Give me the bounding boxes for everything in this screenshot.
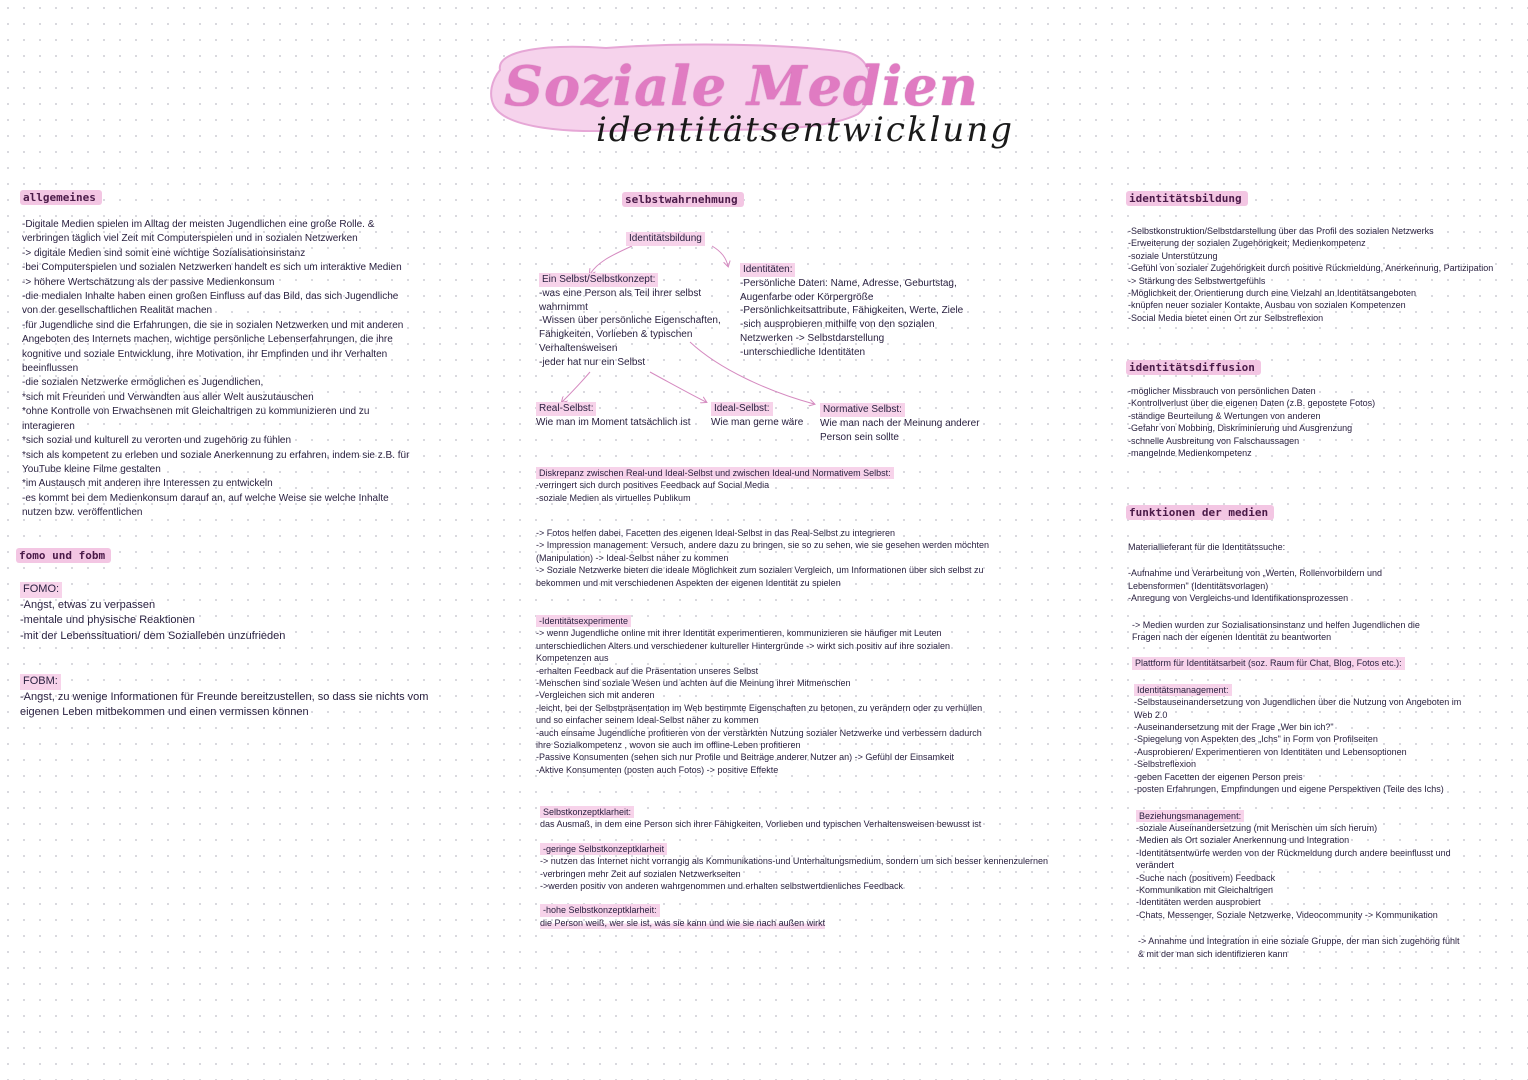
text-line: bekommen und mit verschiedenen Aspekten der eigenen Identität zu spielen	[536, 577, 841, 588]
diagram-normatives-selbst: Normative Selbst: Wie man nach der Meinung anderer Person sein sollte	[820, 404, 980, 443]
diagram-real-selbst: Real-Selbst: Wie man im Moment tatsächlich ist	[536, 403, 691, 428]
identitaetsbildung-text	[1128, 225, 1493, 324]
heading-fomo-fobm: fomo und fobm	[16, 548, 111, 563]
text-line: -Vergleichen sich mit anderen	[536, 690, 655, 701]
title-block	[486, 34, 1014, 164]
text-line: -ständige Beurteilung & Wertungen von anderen	[1128, 410, 1321, 421]
text-line: -verbringen mehr Zeit auf sozialen Netzwerkseiten	[540, 868, 741, 879]
text-line: -Identitäten werden ausprobiert	[1136, 897, 1261, 908]
text-line: -> digitale Medien sind somit eine wichtige Sozialisationsinstanz	[22, 247, 306, 259]
text-line: *ohne Kontrolle von Erwachsenen mit Gleichaltrigen zu kommunizieren und zu	[22, 406, 370, 418]
text-line: -> wenn Jugendliche online mit ihrer Identität experimentieren, kommunizieren sie häufiger mit Leuten	[536, 628, 942, 639]
text-line: Fragen nach der eigenen Identität zu beantworten	[1132, 632, 1332, 643]
text-line: -Persönlichkeitsattribute, Fähigkeiten, Werte, Ziele	[740, 305, 964, 317]
text-line: Augenfarbe oder Körpergröße	[740, 291, 874, 303]
fomo-label: FOMO:	[20, 582, 62, 598]
text-line: -Auseinandersetzung mit der Frage „Wer bin ich?"	[1134, 722, 1334, 733]
text-line: -Passive Konsumenten (sehen sich nur Profile und Beiträge anderer Nutzer an) -> Gefühl der Einsamkeit	[536, 752, 954, 763]
text-line: Web 2.0	[1134, 709, 1168, 720]
diagram-ideal-selbst: Ideal-Selbst: Wie man gerne wäre	[711, 403, 804, 428]
heading-selbstwahrnehmung: selbstwahrnehmung	[622, 192, 744, 207]
text-line: und so einfacher seinem Ideal-Selbst näher zu kommen	[536, 715, 759, 726]
text-line: -Selbstkonstruktion/Selbstdarstellung über das Profil des sozialen Netzwerks	[1128, 226, 1434, 236]
page-subtitle: identitätsentwicklung	[596, 110, 1014, 150]
text-line: -was eine Person als Teil ihrer selbst	[539, 287, 702, 299]
diskrepanz-block	[536, 467, 894, 504]
text-line: -Persönliche Daten: Name, Adresse, Geburtstag,	[740, 277, 957, 289]
text-line: -> Impression management: Versuch, andere dazu zu bringen, sie so zu sehen, wie sie gesehen werden möchten	[536, 540, 990, 551]
text-line: -schnelle Ausbreitung von Falschaussagen	[1128, 435, 1300, 446]
text-line: ->werden positiv von anderen wahrgenommen und erhalten selbstwertdienliches Feedback	[540, 881, 903, 892]
heading-identitaetsbildung: identitätsbildung	[1126, 191, 1248, 206]
text-line: beeinflussen	[22, 363, 79, 375]
text-line: eigenen Leben mitbekommen und einen vermissen können	[20, 706, 309, 718]
text-line: -bei Computerspielen und sozialen Netzwerken handelt es sich um interaktive Medien	[22, 262, 402, 274]
text-line: Angeboten des Internets machen, wichtige persönliche Lebenserfahrungen, die ihre	[22, 334, 393, 346]
klarheit-label: Selbstkonzeptklarheit:	[540, 806, 634, 818]
text-line: *im Austausch mit anderen ihre Interessen zu entwickeln	[22, 478, 273, 490]
text-line: Verhaltensweisen	[539, 342, 618, 354]
klarheit-definition: das Ausmaß, in dem eine Person sich ihrer Fähigkeiten, Vorlieben und typischen Verhaltensweisen bewusst ist	[540, 819, 982, 830]
text-line: -Kontrollverlust über die eigenen Daten (z.B. gepostete Fotos)	[1128, 398, 1376, 409]
text-line: -es kommt bei dem Medienkonsum darauf an, auf welche Weise sie welche Inhalte	[22, 492, 389, 504]
text-line: -Menschen sind soziale Wesen und achten auf die Meinung ihrer Mitmenschen	[536, 678, 851, 689]
text-line: -Erweiterung der sozialen Zugehörigkeit; Medienkompetenz	[1128, 238, 1366, 249]
text-line: -Social Media bietet einen Ort zur Selbstreflexion	[1128, 312, 1324, 323]
text-line: -Digitale Medien spielen im Alltag der meisten Jugendlichen eine große Rolle. &	[22, 219, 375, 230]
text-line: -geben Facetten der eigenen Person preis	[1134, 771, 1303, 782]
text-line: von der gesellschaftlichen Realität machen	[22, 305, 213, 317]
text-line: unterschiedlichen Alters und verschiedener kultureller Hintergründe -> wirkt sich positiv auf ihre sozialen	[536, 640, 950, 651]
experimente-block	[536, 615, 982, 776]
text-line: -Aktive Konsumenten (posten auch Fotos) -> positive Effekte	[536, 764, 779, 775]
text-line: -Medien als Ort sozialer Anerkennung und Integration	[1136, 835, 1350, 846]
text-line: (Manipulation) -> Ideal-Selbst näher zu kommen	[536, 552, 729, 563]
selbst-label: Ein Selbst/Selbstkonzept:	[539, 273, 658, 287]
text-line: Person sein sollte	[820, 431, 899, 443]
text-line: -erhalten Feedback auf die Präsentation unseres Selbst	[536, 665, 759, 676]
klarheit-block	[540, 806, 1048, 929]
identitaetsdiffusion-text	[1128, 385, 1375, 459]
text-line: -Gefühl von sozialer Zugehörigkeit durch positive Rückmeldung, Anerkennung, Partizipation	[1128, 263, 1494, 274]
text-line: YouTube kleine Filme gestalten	[22, 463, 161, 475]
platform-label: Plattform für Identitätsarbeit (soz. Raum für Chat, Blog, Fotos etc.):	[1132, 657, 1405, 669]
material-label: Materiallieferant für die Identitätssuche:	[1128, 542, 1286, 552]
text-line: verbringen täglich viel Zeit mit Computerspielen und in sozialen Netzwerken	[22, 233, 358, 245]
text-line: interagieren	[22, 420, 75, 432]
allgemeines-text	[22, 218, 409, 521]
text-line: -Möglichkeit der Orientierung durch eine Vielzahl an Identitätsangeboten	[1128, 288, 1417, 299]
text-line: & mit der man sich identifizieren kann	[1138, 948, 1288, 959]
fotos-block	[536, 527, 989, 589]
diskrepanz-label: Diskrepanz zwischen Real-und Ideal-Selbst und zwischen Ideal-und Normativem Selbst:	[536, 467, 894, 479]
diagram-root: Identitätsbildung	[626, 232, 705, 246]
text-line: -Aufnahme und Verarbeitung von „Werten, Rollenvorbildern und	[1128, 568, 1382, 579]
text-line: -leicht, bei der Selbstpräsentation im Web bestimmte Eigenschaften zu betonen, zu verändern oder zu verhüllen	[536, 702, 983, 713]
heading-allgemeines: allgemeines	[20, 190, 102, 205]
text-line: -sich ausprobieren mithilfe von den sozialen	[740, 319, 935, 331]
identitaetsmanagement-label: Identitätsmanagement:	[1134, 684, 1232, 696]
hoch-label: -hohe Selbstkonzeptklarheit:	[540, 904, 660, 916]
text-line: -> nutzen das Internet nicht vorrangig als Kommunikations-und Unterhaltungsmedium, sondern um sich besser kennenzulernen	[540, 856, 1049, 867]
text-line: -Kommunikation mit Gleichaltrigen	[1136, 884, 1274, 895]
fobm-lines	[20, 690, 428, 721]
text-line: *sich mit Freunden und Verwandten aus aller Welt auszutauschen	[22, 391, 314, 403]
text-line: -posten Erfahrungen, Empfindungen und eigene Perspektiven (Teile des Ichs)	[1134, 784, 1444, 795]
text-line: Kompetenzen aus	[536, 653, 609, 664]
text-line: *sich sozial und kulturell zu verorten und zugehörig zu fühlen	[22, 435, 292, 447]
text-line: -Angst, zu wenige Informationen für Freunde bereitzustellen, so dass sie nichts vom	[20, 690, 429, 703]
text-line: -Anregung von Vergleichs-und Identifikationsprozessen	[1128, 593, 1349, 604]
text-line: Wie man nach der Meinung anderer	[820, 417, 980, 429]
text-line: Netzwerken -> Selbstdarstellung	[740, 332, 885, 344]
text-line: -soziale Auseinandersetzung (mit Menschen um sich herum)	[1136, 822, 1378, 833]
text-line: Lebensformen" (Identitätsvorlagen)	[1128, 580, 1269, 591]
text-line: -unterschiedliche Identitäten	[740, 346, 866, 358]
heading-funktionen: funktionen der medien	[1126, 505, 1274, 520]
text-line: -Ausprobieren/ Experimentieren von Identitäten und Lebensoptionen	[1134, 746, 1407, 757]
text-line: -> Annahme und Integration in eine soziale Gruppe, der man sich zugehörig fühlt	[1138, 936, 1460, 947]
text-line: -> Fotos helfen dabei, Facetten des eigenen Ideal-Selbst in das Real-Selbst zu integrieren	[536, 528, 895, 538]
text-line: -Identitätsentwürfe werden von der Rückmeldung durch andere beeinflusst und	[1136, 847, 1451, 858]
text-line: kognitive und soziale Entwicklung, ihre Motivation, ihr Empfinden und ihr Verhalten	[22, 348, 388, 360]
text-line: -soziale Unterstützung	[1128, 250, 1218, 261]
text-line: -verringert sich durch positives Feedback auf Social Media	[536, 480, 770, 491]
fobm-block	[20, 674, 428, 721]
hoch-text: die Person weiß, wer sie ist, was sie kann und wie sie nach außen wirkt	[540, 917, 826, 928]
experimente-label: -Identitätsexperimente	[536, 615, 631, 627]
text-line: -> Medien wurden zur Sozialisationsinstanz und helfen Jugendlichen die	[1132, 619, 1420, 630]
text-line: *sich als kompetent zu erleben und soziale Anerkennung zu erfahren, indem sie z.B. für	[22, 449, 410, 461]
text-line: -Gefahr von Mobbing, Diskriminierung und Ausgrenzung	[1128, 423, 1353, 434]
text-line: -> höhere Wertschätzung als der passive Medienkonsum	[22, 276, 275, 288]
gering-label: -geringe Selbstkonzeptklarheit	[540, 843, 667, 855]
text-line: nutzen bzw. veröffentlichen	[22, 507, 143, 519]
page-title: Soziale Medien	[504, 54, 979, 118]
beziehungsmanagement-label: Beziehungsmanagement:	[1136, 810, 1244, 822]
heading-identitaetsdiffusion: identitätsdiffusion	[1126, 360, 1261, 375]
text-line: -auch einsame Jugendliche profitieren von der verstärkten Nutzung sozialer Netzwerke und verbessern dadurch	[536, 727, 982, 738]
text-line: -Spiegelung von Aspekten des „Ichs" in Form von Profilseiten	[1134, 734, 1378, 745]
text-line: ihre Sozialkompetenz , wovon sie auch im offline-Leben profitieren	[536, 740, 801, 751]
text-line: -möglicher Missbrauch von persönlichen Daten	[1128, 386, 1316, 396]
text-line: verändert	[1136, 860, 1175, 871]
text-line: -Wissen über persönliche Eigenschaften,	[539, 315, 721, 327]
diagram-identitaeten	[740, 263, 963, 360]
identitaeten-label: Identitäten:	[740, 263, 795, 277]
text-line: -Chats, Messenger, Soziale Netzwerke, Videocommunity -> Kommunikation	[1136, 909, 1438, 920]
text-line: -Selbstreflexion	[1134, 759, 1197, 770]
fobm-label: FOBM:	[20, 674, 61, 690]
fomo-lines	[20, 598, 285, 645]
text-line: -> Stärkung des Selbstwertgefühls	[1128, 275, 1266, 286]
text-line: wahrnimmt	[539, 301, 588, 313]
text-line: -mangelnde Medienkompetenz	[1128, 448, 1252, 459]
text-line: Fähigkeiten, Vorlieben & typischen	[539, 329, 693, 341]
text-line: -Angst, etwas zu verpassen	[20, 598, 156, 611]
text-line: -für Jugendliche sind die Erfahrungen, die sie in sozialen Netzwerken und mit anderen	[22, 319, 404, 331]
text-line: -Selbstauseinandersetzung von Jugendlichen über die Nutzung von Angeboten im	[1134, 697, 1462, 708]
text-line: -die sozialen Netzwerke ermöglichen es Jugendlichen,	[22, 377, 264, 389]
text-line: -> Soziale Netzwerke bieten die ideale Möglichkeit zum sozialen Vergleich, um Informationen über sich selbst zu	[536, 565, 984, 576]
text-line: -Suche nach (positivem) Feedback	[1136, 872, 1276, 883]
text-line: -mentale und physische Reaktionen	[20, 614, 195, 626]
text-line: -die medialen Inhalte haben einen großen Einfluss auf das Bild, das sich Jugendliche	[22, 291, 399, 303]
text-line: -knüpfen neuer sozialer Kontakte, Ausbau von sozialen Kompetenzen	[1128, 300, 1406, 311]
fomo-block	[20, 582, 285, 644]
diagram-selbst	[539, 273, 721, 370]
text-line: -jeder hat nur ein Selbst	[539, 356, 646, 368]
text-line: -soziale Medien als virtuelles Publikum	[536, 492, 691, 503]
funktionen-block	[1128, 541, 1461, 960]
text-line: -mit der Lebenssituation/ dem Sozialleben unzufrieden	[20, 629, 286, 642]
